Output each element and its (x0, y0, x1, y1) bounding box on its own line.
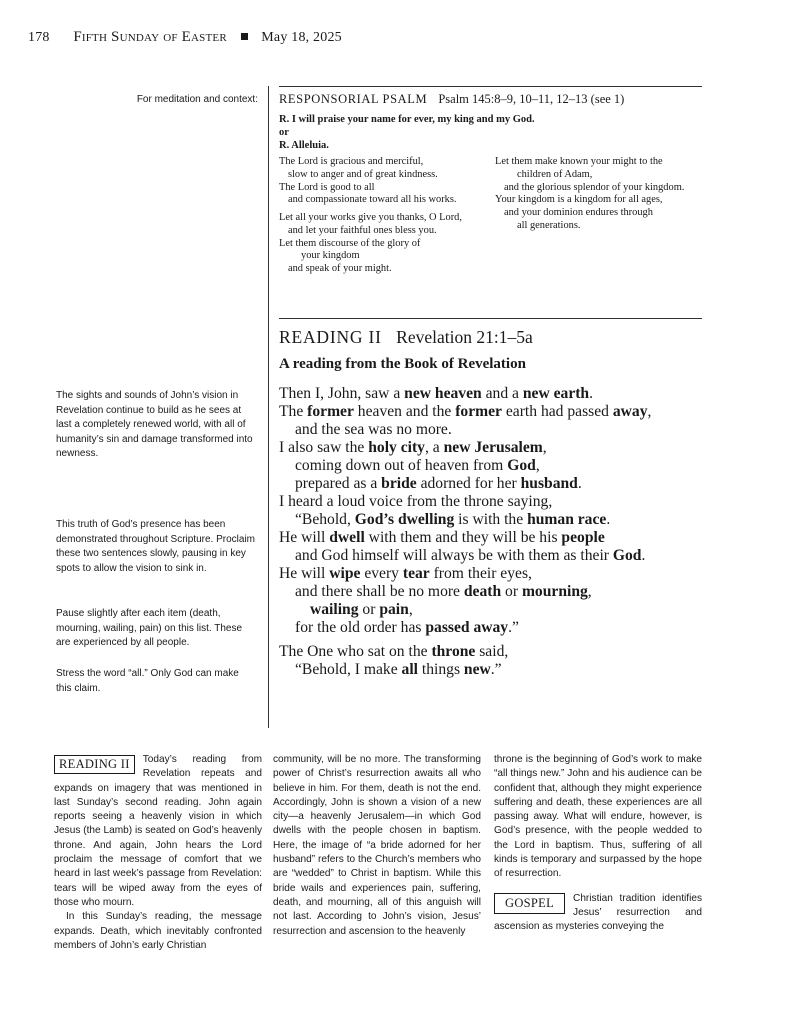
refrain-or: or (279, 127, 289, 138)
stanza-line: slow to anger and of great kindness. (288, 168, 438, 180)
commentary-column-3 (494, 753, 702, 935)
reading-line: and God himself will always be with them as their God. (295, 547, 646, 564)
commentary-paragraph: throne is the beginning of God’s work to make “all things new.” John and his audience can be confident that, although they might experience suffering and death, these experiences are all passing away. What will endure, however, is God’s presence, with the people wedded to the Lord in baptism. Thus, suffering of all kinds is temporary and surpassed by the hope of resurrection. (494, 754, 702, 880)
separator-square-icon (241, 33, 248, 40)
reading-line: and the sea was no more. (295, 421, 452, 438)
commentary-paragraph: In this Sunday’s reading, the message expands. Death, which inevitably confronted members of John’s early Christian (54, 911, 262, 951)
reading-line: Then I, John, saw a new heaven and a new earth. (279, 385, 594, 402)
psalm-refrain (279, 113, 535, 152)
stanza-line: Let all your works give you thanks, O Lord, (279, 212, 462, 223)
refrain-line-1: R. I will praise your name for ever, my king and my God. (279, 114, 535, 125)
reading-line: and there shall be no more death or mourning, (295, 583, 592, 600)
commentary-paragraph: Christian tradition identifies Jesus’ resurrection and ascension as mysteries conveying the (494, 892, 702, 933)
reading-reference: Revelation 21:1–5a (396, 327, 533, 347)
psalm-stanza-2 (279, 212, 462, 276)
stanza-line: and speak of your might. (288, 263, 392, 275)
stanza-line: and your dominion endures through (504, 207, 653, 219)
reading-heading (279, 327, 533, 348)
reading-line: prepared as a bride adorned for her husband. (295, 475, 582, 492)
reading-line: wailing or pain, (310, 601, 413, 618)
reading-ii-label: READING II (54, 755, 135, 774)
stanza-line: The Lord is good to all (279, 181, 375, 193)
stanza-line: The Lord is gracious and merciful, (279, 156, 424, 167)
reading-line: for the old order has passed away.” (295, 619, 519, 636)
reading-line: He will wipe every tear from their eyes, (279, 565, 532, 582)
header-title: Fifth Sunday of Easter (73, 29, 227, 45)
gospel-label: GOSPEL (494, 893, 565, 914)
reading-line: The former heaven and the former earth had passed away, (279, 403, 652, 420)
psalm-heading (279, 92, 624, 107)
reading-subtitle: A reading from the Book of Revelation (279, 356, 526, 372)
reading-line: The One who sat on the throne said, (279, 643, 509, 660)
stanza-line: and the glorious splendor of your kingdom. (504, 181, 685, 193)
meditation-label: For meditation and context: (136, 94, 258, 105)
psalm-reference: Psalm 145:8–9, 10–11, 12–13 (see 1) (438, 92, 625, 106)
commentary-paragraph: community, will be no more. The transforming power of Christ’s resurrection awaits all who believe in him. For them, death is not the end. Accordingly, John is shown a vision of a new city—a heavenly Jerusalem—in which God dwells with the people chosen in baptism. Here, the image of “a bride adorned for her husband” refers to the Church’s members who are “wedded” to Christ in baptism. While this bride wails and experiences pain, suffering, death, and mourning, all of this anguish will not last. According to John’s vision, Jesus’ resurrection and ascension to the heavenly (273, 754, 481, 937)
refrain-line-2: R. Alleluia. (279, 140, 329, 151)
margin-note-pause: Pause slightly after each item (death, mourning, wailing, pain) on this list. These are experienced by all people. (56, 608, 243, 649)
reading-line: “Behold, God’s dwelling is with the human race. (295, 511, 611, 528)
margin-note-stress: Stress the word “all.” Only God can make this claim. (56, 668, 239, 694)
stanza-line: Your kingdom is a kingdom for all ages, (495, 194, 663, 206)
header-date: May 18, 2025 (261, 30, 342, 45)
psalm-top-rule (279, 86, 702, 87)
reading-top-rule (279, 318, 702, 319)
reading-title: READING II (279, 327, 382, 347)
stanza-line: Let them make known your might to the (495, 156, 663, 167)
stanza-line: children of Adam, (517, 168, 593, 180)
stanza-line: and let your faithful ones bless you. (288, 224, 437, 236)
commentary-paragraph: Today’s reading from Revelation repeats and expands on imagery that was mentioned in last Sunday’s second reading. John again reports seeing a heavenly vision in which Jesus (the Lamb) is seated on God’s heavenly throne. And again, John hears the Lord proclaim the message of comfort that we heard in last week’s passage from Revelation: tears will be wiped away from the eyes of those who mourn. (54, 754, 262, 908)
margin-note-vision: The sights and sounds of John’s vision in Revelation continue to build as he sees at last a completely renewed world, with all of humanity’s sin and damage transformed into newness. (56, 390, 253, 460)
psalm-title: RESPONSORIAL PSALM (279, 92, 428, 106)
commentary-column-2 (273, 753, 481, 939)
running-header (28, 29, 342, 46)
stanza-line: Let them discourse of the glory of (279, 237, 421, 249)
stanza-line: your kingdom (301, 250, 360, 262)
reading-line: coming down out of heaven from God, (295, 457, 540, 474)
stanza-line: all generations. (517, 219, 581, 231)
column-divider (268, 86, 269, 728)
stanza-line: and compassionate toward all his works. (288, 194, 457, 206)
reading-line: “Behold, I make all things new.” (295, 661, 502, 678)
reading-line: He will dwell with them and they will be his people (279, 529, 605, 546)
reading-text (279, 385, 704, 679)
psalm-stanza-3 (495, 156, 684, 233)
margin-note-presence: This truth of God’s presence has been demonstrated throughout Scripture. Proclaim these two sentences slowly, pausing in key spots to allow the vision to sink in. (56, 519, 255, 574)
commentary-column-1 (54, 753, 262, 953)
psalm-stanza-1 (279, 156, 457, 207)
page-number: 178 (28, 30, 50, 45)
reading-line: I also saw the holy city, a new Jerusalem, (279, 439, 547, 456)
reading-line: I heard a loud voice from the throne saying, (279, 493, 553, 510)
